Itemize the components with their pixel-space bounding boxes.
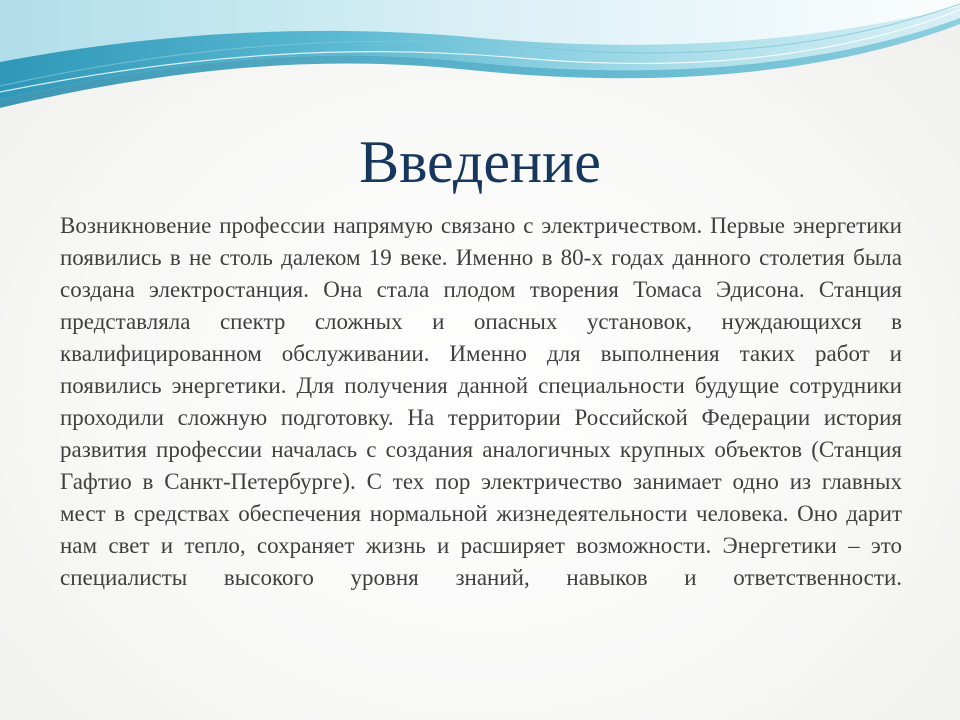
slide-title: Введение	[359, 129, 601, 195]
wave-decoration	[0, 0, 960, 120]
slide-body-text: Возникновение профессии напрямую связано с электричеством. Первые энергетики появились в не столь далеком 19 веке. Именно в 80-х годах данного столетия была создана электростанция. Она стала плодом творения Томаса Эдисона. Станция представляла спектр сложных и опасных установок, нуждающихся в квалифицированном обслуживании. Именно для выполнения таких работ и появились энергетики. Для получения данной специальности будущие сотрудники проходили сложную подготовку. На территории Российской Федерации история развития профессии началась с создания аналогичных крупных объектов (Станция Гафтио в Санкт-Петербурге). С тех пор электричество занимает одно из главных мест в средствах обеспечения нормальной жизнедеятельности человека. Оно дарит нам свет и тепло, сохраняет жизнь и расширяет возможности. Энергетики – это специалисты высокого уровня знаний, навыков и ответственности.	[60, 213, 902, 590]
